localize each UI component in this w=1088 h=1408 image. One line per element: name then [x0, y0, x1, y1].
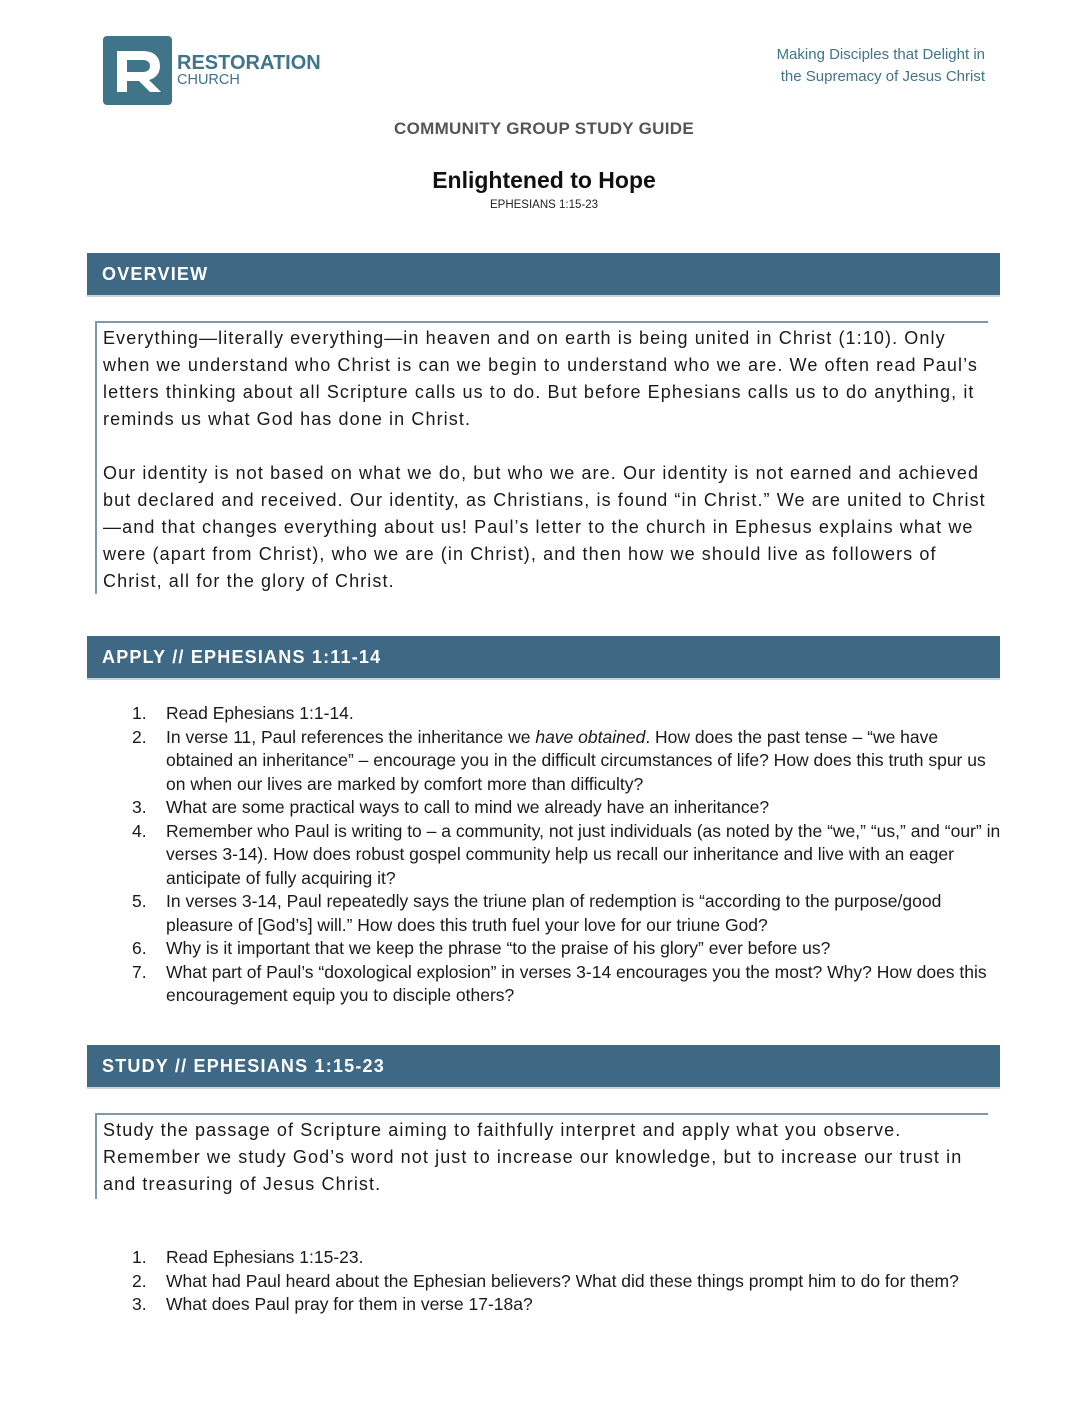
- page-title: Enlightened to Hope: [432, 167, 656, 193]
- study-intro: Study the passage of Scripture aiming to faithfully interpret and apply what you observe. Remember we study God’s word not just to increase our knowledge, but to increase our trust in and treasuring of Jesus Christ.: [103, 1120, 963, 1194]
- overview-heading: OVERVIEW: [87, 253, 1000, 295]
- list-item: 2. In verse 11, Paul references the inheritance we have obtained. How does the past tense – “we have obtained an inheritance” – encourage you in the difficult circumstances of life? How does this truth spur us on when our lives are marked by comfort more than difficulty?: [132, 726, 986, 794]
- list-item: 3. What are some practical ways to call to mind we already have an inheritance?: [132, 797, 770, 817]
- list-item: 1. Read Ephesians 1:1-14.: [132, 703, 354, 723]
- apply-heading: APPLY // EPHESIANS 1:11-14: [87, 636, 1000, 678]
- emphasis-text: have obtained: [535, 726, 646, 747]
- list-item: 1. Read Ephesians 1:15-23.: [132, 1247, 364, 1267]
- overview-paragraph-1: Everything—literally everything—in heaven and on earth is being united in Christ (1:10). Only when we understand who Christ is can we begin to understand who we are. We often read Paul’s letters thinking about all Scripture calls us to do. But before Ephesians calls us to do anything, it reminds us what God has done in Christ.: [103, 328, 978, 429]
- list-item: 2. What had Paul heard about the Ephesian believers? What did these things prompt him to do for them?: [132, 1270, 959, 1291]
- overview-paragraph-2: Our identity is not based on what we do, but who we are. Our identity is not earned and achieved but declared and received. Our identity, as Christians, is found “in Christ.” We are united to Christ—and that changes everything about us! Paul’s letter to the church in Ephesus explains what we were (apart from Christ), who we are (in Christ), and then how we should live as followers of Christ, all for the glory of Christ.: [103, 463, 986, 591]
- church-logo: [103, 36, 321, 105]
- tagline-line-1: Making Disciples that Delight in: [776, 46, 985, 63]
- tagline: [705, 44, 985, 88]
- list-item: 7. What part of Paul’s “doxological explosion” in verses 3-14 encourages you the most? Why? How does this encouragement equip you to disciple others?: [132, 961, 987, 1005]
- logo-subtitle: CHURCH: [177, 72, 240, 89]
- list-item: 5. In verses 3-14, Paul repeatedly says the triune plan of redemption is “according to the purpose/good pleasure of [God’s] will.” How does this truth fuel your love for our triune God?: [132, 891, 942, 935]
- apply-question-list: [132, 702, 1002, 1008]
- logo-r-icon: [103, 36, 172, 105]
- guide-label: COMMUNITY GROUP STUDY GUIDE: [394, 119, 694, 138]
- study-heading: STUDY // EPHESIANS 1:15-23: [87, 1045, 1000, 1087]
- list-item: 4. Remember who Paul is writing to – a community, not just individuals (as noted by the “we,” “us,” and “our” in verses 3-14). How does robust gospel community help us recall our inheritance and live with an eager anticipate of fully acquiring it?: [132, 820, 1001, 888]
- study-callout: [95, 1113, 988, 1199]
- scripture-reference: EPHESIANS 1:15-23: [489, 199, 599, 211]
- list-item: 6. Why is it important that we keep the phrase “to the praise of his glory” ever before us?: [132, 938, 831, 958]
- list-item: 3. What does Paul pray for them in verse 17-18a?: [132, 1294, 533, 1314]
- overview-callout: [95, 321, 988, 594]
- study-question-list: [132, 1246, 1002, 1317]
- logo-name: RESTORATION: [177, 52, 321, 75]
- tagline-line-2: the Supremacy of Jesus Christ: [780, 68, 985, 85]
